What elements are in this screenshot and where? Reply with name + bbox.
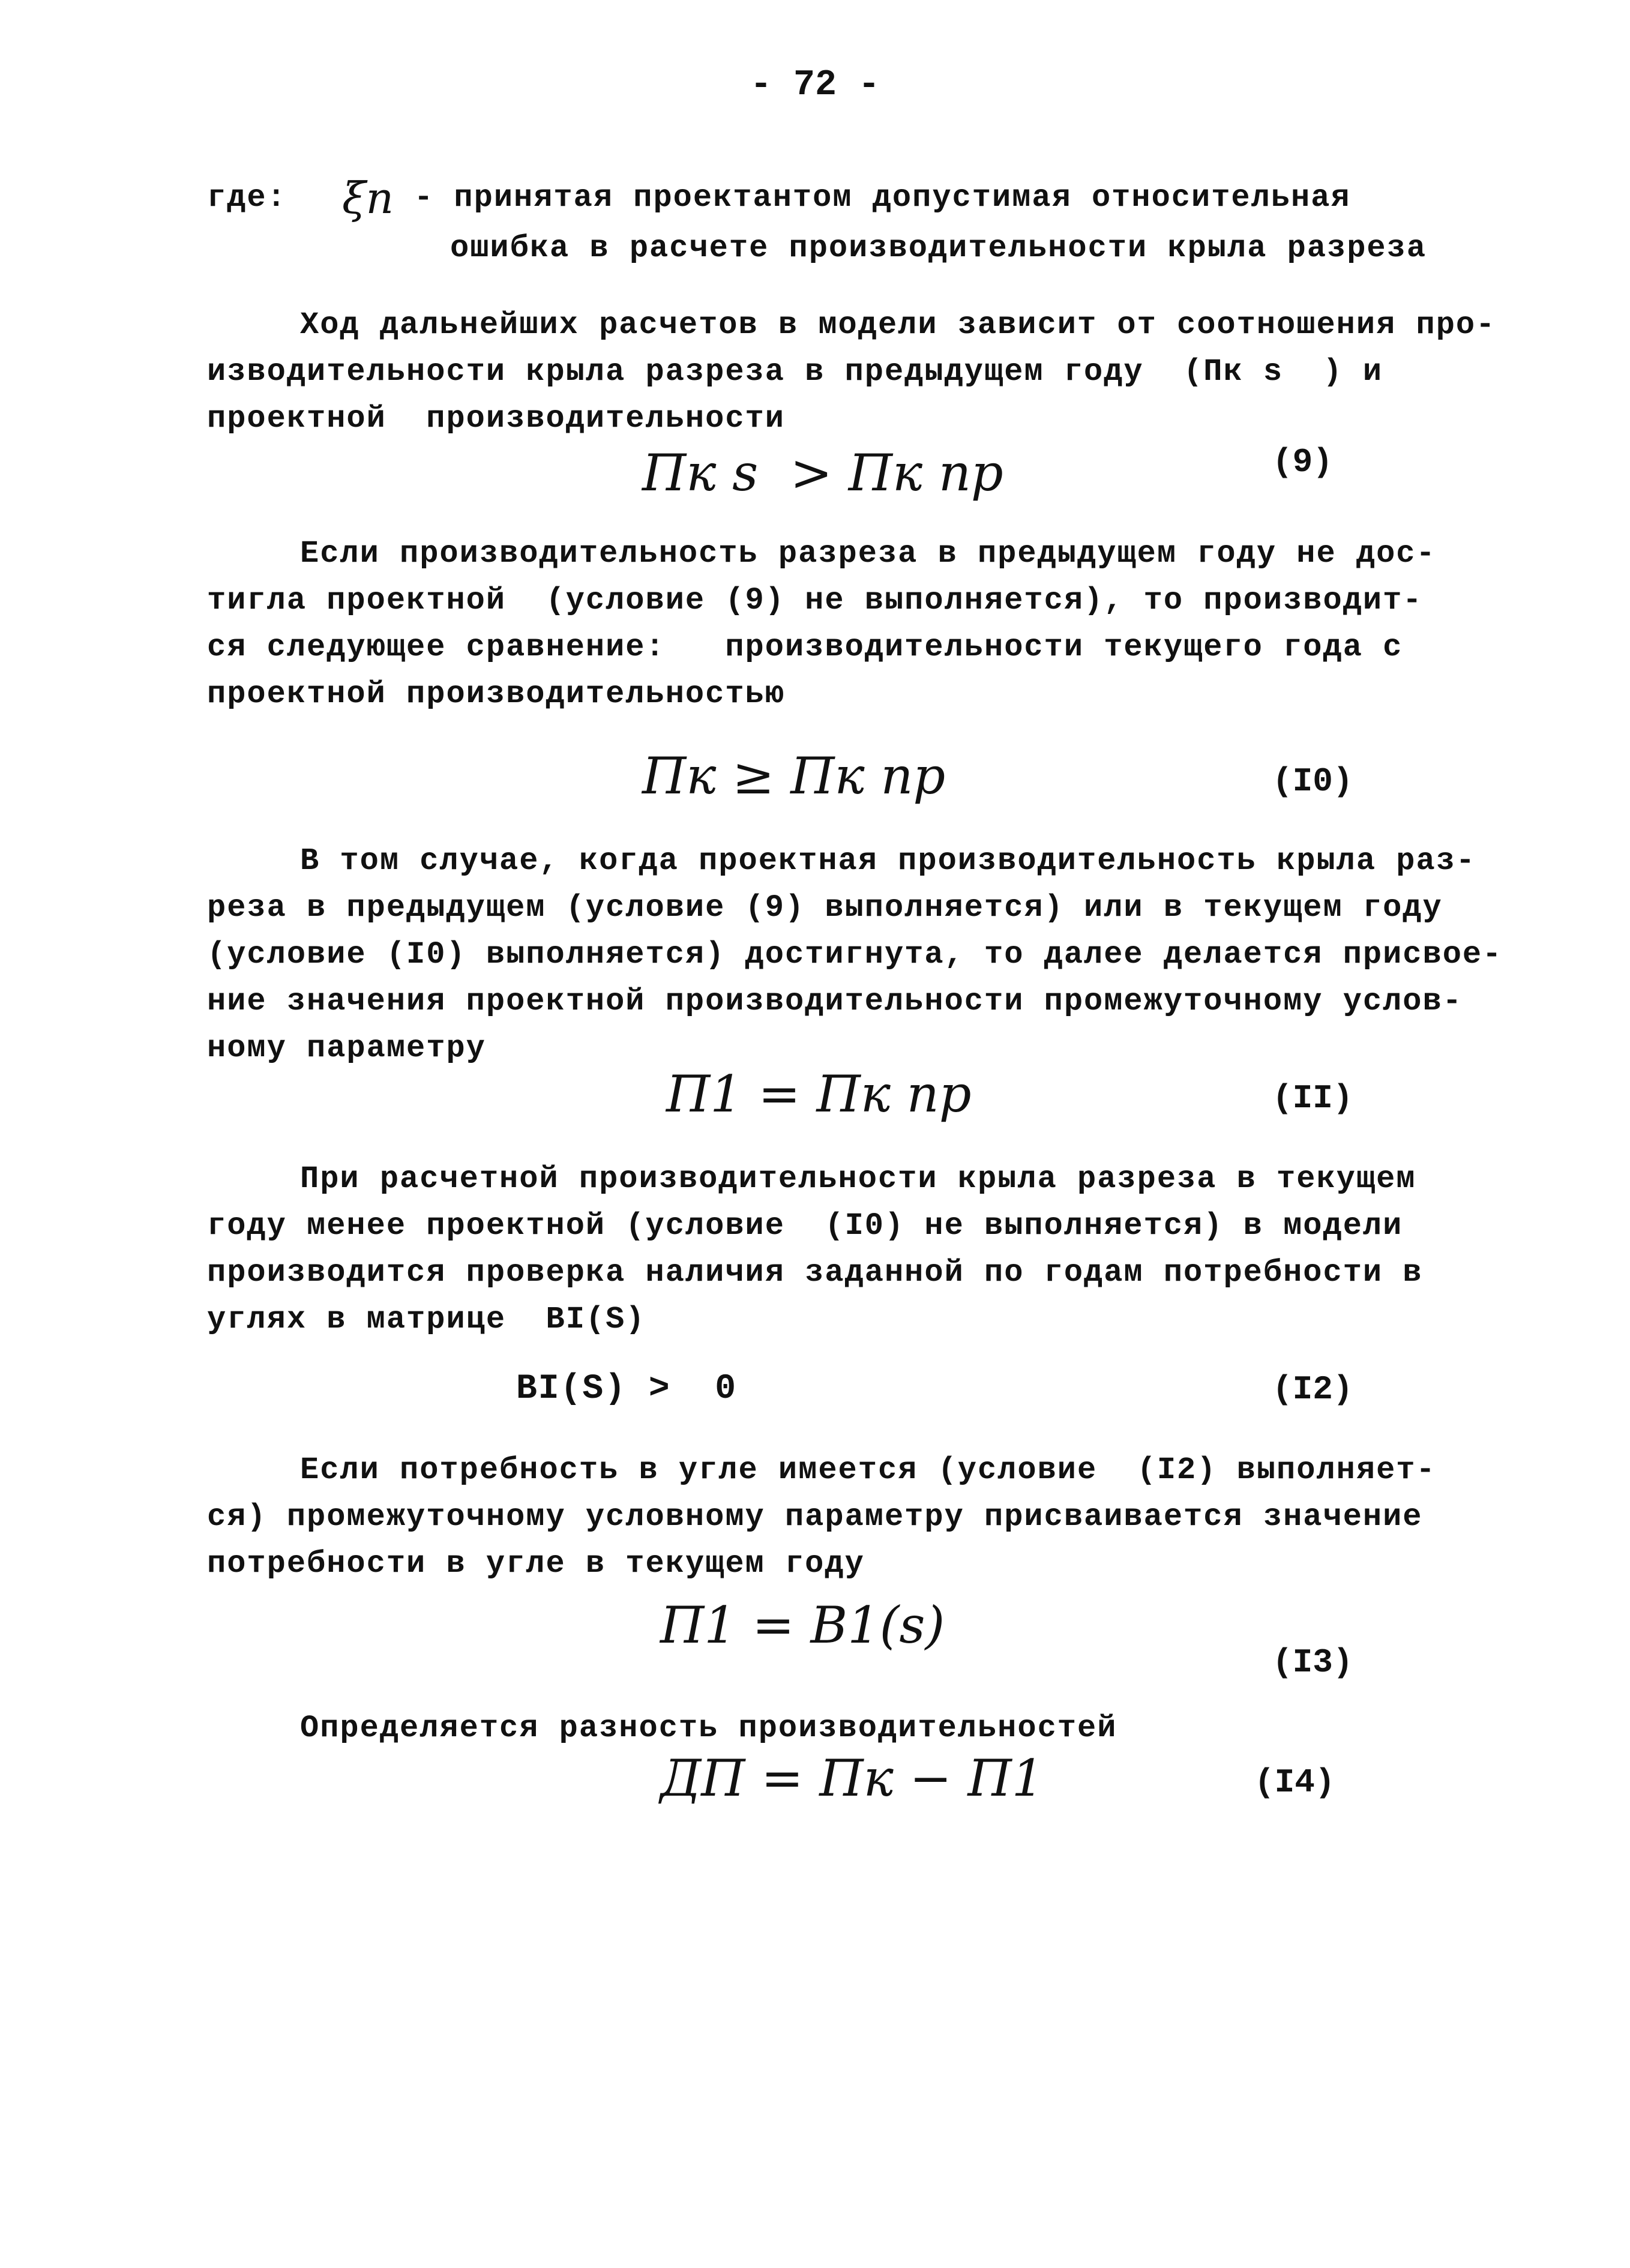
equation-number-10: (I0) — [1272, 762, 1353, 801]
where-lead: где: — [207, 180, 287, 215]
where-line-1: - принятая проектантом допустимая относительная — [414, 180, 1351, 215]
page-number: - 72 - — [750, 65, 880, 106]
para1-line-1: Ход дальнейших расчетов в модели зависит от соотношения про- — [300, 307, 1496, 343]
formula-13: П1 = B1(s) — [660, 1596, 945, 1655]
para5-line-2: ся) промежуточному условному параметру присваивается значение — [207, 1499, 1423, 1535]
para1-line-3: проектной производительности — [207, 401, 785, 436]
xi-symbol: ξп — [342, 173, 394, 223]
para2-line-4: проектной производительностью — [207, 676, 785, 712]
equation-number-9: (9) — [1272, 443, 1333, 481]
equation-number-12: (I2) — [1272, 1370, 1353, 1409]
para2-line-2: тигла проектной (условие (9) не выполняется), то производит- — [207, 583, 1423, 618]
formula-10: Пк ≥ Пк пр — [642, 747, 946, 805]
formula-12: BI(S) > 0 — [516, 1370, 738, 1409]
equation-number-13: (I3) — [1272, 1643, 1353, 1682]
para4-line-3: производится проверка наличия заданной по годам потребности в — [207, 1255, 1423, 1290]
formula-14: ДП = Пк − П1 — [660, 1749, 1044, 1808]
equation-number-14: (I4) — [1254, 1763, 1335, 1802]
para3-line-2: реза в предыдущем (условие (9) выполняется) или в текущем году — [207, 890, 1443, 925]
para3-line-3: (условие (I0) выполняется) достигнута, то далее делается присвое- — [207, 937, 1503, 972]
para4-line-4: углях в матрице BI(S) — [207, 1302, 646, 1337]
para4-line-2: году менее проектной (условие (I0) не выполняется) в модели — [207, 1208, 1403, 1244]
para3-line-1: В том случае, когда проектная производительность крыла раз- — [300, 843, 1476, 879]
para2-line-1: Если производительность разреза в предыдущем году не дос- — [300, 536, 1436, 571]
formula-11: П1 = Пк пр — [666, 1065, 972, 1123]
para3-line-5: ному параметру — [207, 1030, 486, 1066]
para5-line-1: Если потребность в угле имеется (условие (I2) выполняет- — [300, 1452, 1436, 1488]
para1-line-2: изводительности крыла разреза в предыдущем году (Пк s ) и — [207, 354, 1383, 390]
formula-9: Пк s > Пк пр — [642, 444, 1003, 502]
para4-line-1: При расчетной производительности крыла разреза в текущем — [300, 1161, 1416, 1197]
para5-line-3: потребности в угле в текущем году — [207, 1546, 865, 1581]
para6-line-1: Определяется разность производительностей — [300, 1710, 1117, 1746]
equation-number-11: (II) — [1272, 1079, 1353, 1117]
para3-line-4: ние значения проектной производительности промежуточному услов- — [207, 984, 1463, 1019]
where-line-2: ошибка в расчете производительности крыла разреза — [450, 230, 1427, 266]
para2-line-3: ся следующее сравнение: производительности текущего года с — [207, 630, 1403, 665]
